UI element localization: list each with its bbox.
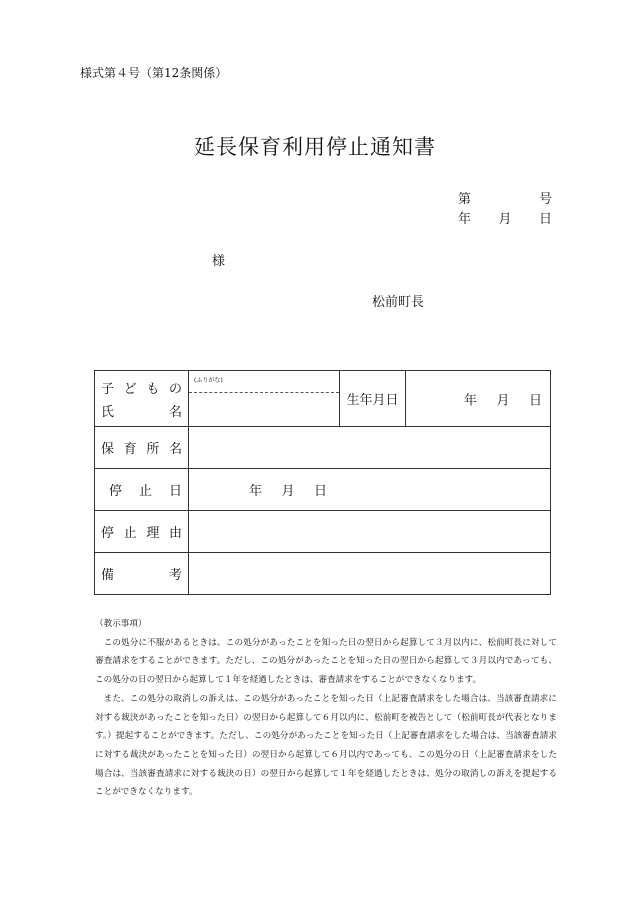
number-prefix: 第 — [458, 192, 472, 207]
date-day: 日 — [538, 212, 552, 227]
child-name-label: 子 ど も の 氏 名 — [95, 371, 189, 427]
date-month: 月 — [498, 212, 512, 227]
issuer-name: 松前町長 — [372, 295, 425, 310]
child-name-field[interactable] — [189, 371, 340, 427]
remarks-field[interactable] — [189, 553, 551, 595]
furigana-label: (ふりがな) — [194, 377, 223, 384]
number-suffix: 号 — [538, 192, 552, 207]
child-row — [95, 371, 551, 427]
date-year: 年 — [458, 212, 472, 227]
stop-reason-row — [95, 511, 551, 553]
birthdate-field[interactable]: 年 月 日 — [406, 371, 551, 427]
notes-heading: （教示事項） — [95, 619, 147, 629]
stop-reason-label: 停 止 理 由 — [95, 511, 189, 553]
stop-date-row — [95, 469, 551, 511]
document-number-line — [458, 188, 552, 207]
nursery-field[interactable] — [189, 427, 551, 469]
notice-form-table — [94, 370, 551, 595]
furigana-divider — [189, 392, 339, 393]
birthdate-label: 生年月日 — [340, 371, 406, 427]
notes-paragraph-2: また、この処分の取消しの訴えは、この処分があったことを知った日（上記審査請求をした場合は、当該審査請求に対する裁決があったことを知った日）の翌日から起算して６月以内に、松前町を被告として（松前町長が代表となります。）提起することができます。ただし、この処分があったことを知った日（上記審査請求をした場合は、当該審査請求に対する裁決があったことを知った日）の翌日から起算して６月以内であっても、この処分の日（上記審査請求をした場合は、当該審査請求に対する裁決の日）の翌日から起算して１年を経過したときは、処分の取消しの訴えを提起することができなくなります。 — [95, 693, 557, 798]
issue-date-line — [458, 208, 552, 227]
stop-date-label: 停 止 日 — [95, 469, 189, 511]
form-number: 様式第４号（第12条関係） — [80, 66, 228, 80]
document-title: 延長保育利用停止通知書 — [194, 135, 436, 159]
addressee-suffix: 様 — [212, 254, 226, 269]
appeal-notice — [95, 615, 557, 802]
stop-date-field[interactable]: 年 月 日 — [189, 469, 551, 511]
nursery-label: 保 育 所 名 — [95, 427, 189, 469]
stop-reason-field[interactable] — [189, 511, 551, 553]
remarks-label: 備 考 — [95, 553, 189, 595]
nursery-row — [95, 427, 551, 469]
remarks-row — [95, 553, 551, 595]
notes-paragraph-1: この処分に不服があるときは、この処分があったことを知った日の翌日から起算して３月以内に、松前町長に対して審査請求をすることができます。ただし、この処分があったことを知った日の翌日から起算して３月以内であっても、この処分の日の翌日から起算して１年を経過したときは、審査請求をすることができなくなります。 — [95, 637, 557, 686]
